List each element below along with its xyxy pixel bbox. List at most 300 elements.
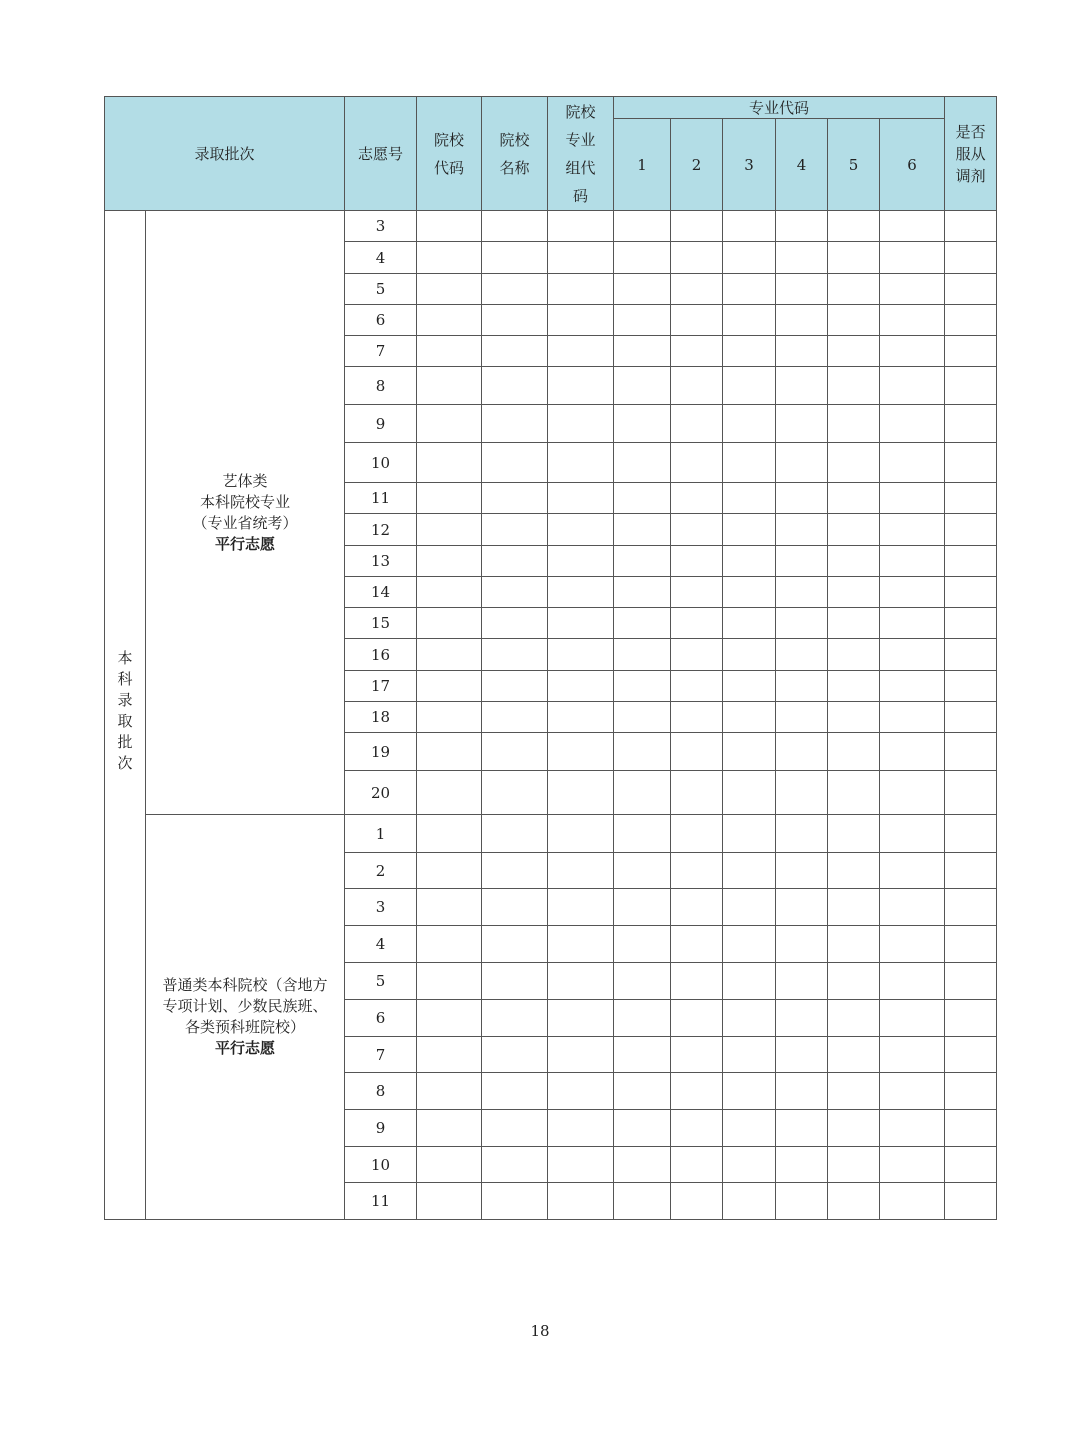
entry-cell[interactable] [723,1037,776,1073]
entry-cell[interactable] [945,405,997,443]
entry-cell[interactable] [880,514,945,546]
entry-cell[interactable] [880,733,945,771]
entry-cell[interactable] [828,702,880,733]
entry-cell[interactable] [671,483,723,514]
entry-cell[interactable] [548,853,614,889]
entry-cell[interactable] [828,963,880,1000]
choice-number: 6 [345,1000,417,1037]
entry-cell[interactable] [945,733,997,771]
entry-cell[interactable] [548,546,614,577]
entry-cell[interactable] [945,963,997,1000]
entry-cell[interactable] [548,671,614,702]
entry-cell[interactable] [548,305,614,336]
entry-cell[interactable] [776,305,828,336]
entry-cell[interactable] [723,733,776,771]
entry-cell[interactable] [614,1183,671,1220]
entry-cell[interactable] [880,577,945,608]
entry-cell[interactable] [828,405,880,443]
header-major-5: 5 [828,119,880,211]
entry-cell[interactable] [828,733,880,771]
entry-cell[interactable] [945,1110,997,1147]
entry-cell[interactable] [614,815,671,853]
entry-cell[interactable] [417,211,482,242]
entry-cell[interactable] [614,577,671,608]
entry-cell[interactable] [776,733,828,771]
entry-cell[interactable] [417,639,482,671]
entry-cell[interactable] [548,242,614,274]
entry-cell[interactable] [723,443,776,483]
entry-cell[interactable] [945,1000,997,1037]
entry-cell[interactable] [548,577,614,608]
entry-cell[interactable] [723,1110,776,1147]
entry-cell[interactable] [671,853,723,889]
entry-cell[interactable] [671,242,723,274]
entry-cell[interactable] [945,367,997,405]
entry-cell[interactable] [614,274,671,305]
entry-cell[interactable] [482,577,548,608]
entry-cell[interactable] [723,305,776,336]
entry-cell[interactable] [723,1183,776,1220]
entry-cell[interactable] [671,815,723,853]
entry-cell[interactable] [482,771,548,815]
entry-cell[interactable] [828,211,880,242]
entry-cell[interactable] [671,926,723,963]
entry-cell[interactable] [776,1183,828,1220]
entry-cell[interactable] [776,242,828,274]
entry-cell[interactable] [482,926,548,963]
entry-cell[interactable] [828,1110,880,1147]
entry-cell[interactable] [945,546,997,577]
entry-cell[interactable] [417,1183,482,1220]
entry-cell[interactable] [671,608,723,639]
entry-cell[interactable] [417,926,482,963]
entry-cell[interactable] [723,889,776,926]
entry-cell[interactable] [417,771,482,815]
entry-cell[interactable] [482,1037,548,1073]
entry-cell[interactable] [482,211,548,242]
entry-cell[interactable] [671,1183,723,1220]
entry-cell[interactable] [548,1183,614,1220]
entry-cell[interactable] [548,815,614,853]
entry-cell[interactable] [548,274,614,305]
entry-cell[interactable] [828,577,880,608]
entry-cell[interactable] [417,483,482,514]
entry-cell[interactable] [548,1073,614,1110]
entry-cell[interactable] [880,671,945,702]
entry-cell[interactable] [828,514,880,546]
entry-cell[interactable] [417,1147,482,1183]
entry-cell[interactable] [548,608,614,639]
entry-cell[interactable] [671,274,723,305]
entry-cell[interactable] [671,211,723,242]
entry-cell[interactable] [671,639,723,671]
entry-cell[interactable] [482,367,548,405]
entry-cell[interactable] [723,274,776,305]
entry-cell[interactable] [548,771,614,815]
entry-cell[interactable] [828,1000,880,1037]
entry-cell[interactable] [945,305,997,336]
entry-cell[interactable] [482,733,548,771]
entry-cell[interactable] [417,305,482,336]
entry-cell[interactable] [614,1147,671,1183]
entry-cell[interactable] [614,1000,671,1037]
entry-cell[interactable] [548,733,614,771]
entry-cell[interactable] [776,1073,828,1110]
entry-cell[interactable] [880,639,945,671]
entry-cell[interactable] [828,483,880,514]
entry-cell[interactable] [614,483,671,514]
entry-cell[interactable] [776,367,828,405]
entry-cell[interactable] [417,671,482,702]
entry-cell[interactable] [482,1147,548,1183]
entry-cell[interactable] [723,367,776,405]
entry-cell[interactable] [614,336,671,367]
entry-cell[interactable] [945,1147,997,1183]
entry-cell[interactable] [723,514,776,546]
entry-cell[interactable] [614,1110,671,1147]
entry-cell[interactable] [482,963,548,1000]
entry-cell[interactable] [417,815,482,853]
entry-cell[interactable] [671,771,723,815]
entry-cell[interactable] [945,274,997,305]
entry-cell[interactable] [417,1037,482,1073]
entry-cell[interactable] [880,546,945,577]
entry-cell[interactable] [417,1073,482,1110]
entry-cell[interactable] [880,305,945,336]
entry-cell[interactable] [828,889,880,926]
entry-cell[interactable] [548,963,614,1000]
entry-cell[interactable] [548,1037,614,1073]
entry-cell[interactable] [671,963,723,1000]
choice-number: 4 [345,242,417,274]
group-label-line: 专项计划、少数民族班、 [162,997,328,1015]
entry-cell[interactable] [880,608,945,639]
entry-cell[interactable] [945,336,997,367]
entry-cell[interactable] [548,514,614,546]
entry-cell[interactable] [671,546,723,577]
entry-cell[interactable] [482,443,548,483]
entry-cell[interactable] [945,639,997,671]
entry-cell[interactable] [828,771,880,815]
entry-cell[interactable] [482,889,548,926]
entry-cell[interactable] [614,733,671,771]
entry-cell[interactable] [417,443,482,483]
entry-cell[interactable] [880,1000,945,1037]
entry-cell[interactable] [417,336,482,367]
entry-cell[interactable] [945,608,997,639]
entry-cell[interactable] [482,1000,548,1037]
entry-cell[interactable] [482,483,548,514]
entry-cell[interactable] [417,1000,482,1037]
entry-cell[interactable] [548,639,614,671]
entry-cell[interactable] [548,889,614,926]
entry-cell[interactable] [482,671,548,702]
entry-cell[interactable] [945,1183,997,1220]
entry-cell[interactable] [945,211,997,242]
entry-cell[interactable] [945,443,997,483]
entry-cell[interactable] [671,1000,723,1037]
entry-cell[interactable] [417,1110,482,1147]
entry-cell[interactable] [671,1037,723,1073]
entry-cell[interactable] [723,405,776,443]
entry-cell[interactable] [828,242,880,274]
entry-cell[interactable] [776,963,828,1000]
entry-cell[interactable] [614,1073,671,1110]
entry-cell[interactable] [880,274,945,305]
entry-cell[interactable] [417,608,482,639]
entry-cell[interactable] [828,671,880,702]
entry-cell[interactable] [776,483,828,514]
entry-cell[interactable] [417,577,482,608]
entry-cell[interactable] [723,483,776,514]
entry-cell[interactable] [723,211,776,242]
entry-cell[interactable] [880,211,945,242]
entry-cell[interactable] [880,1037,945,1073]
entry-cell[interactable] [776,336,828,367]
entry-cell[interactable] [828,608,880,639]
entry-cell[interactable] [614,546,671,577]
entry-cell[interactable] [548,702,614,733]
entry-cell[interactable] [548,211,614,242]
entry-cell[interactable] [614,443,671,483]
entry-cell[interactable] [776,1147,828,1183]
entry-cell[interactable] [880,889,945,926]
entry-cell[interactable] [671,1147,723,1183]
entry-cell[interactable] [945,702,997,733]
entry-cell[interactable] [945,1037,997,1073]
entry-cell[interactable] [828,546,880,577]
entry-cell[interactable] [945,889,997,926]
choice-number: 2 [345,853,417,889]
entry-cell[interactable] [417,405,482,443]
entry-cell[interactable] [482,815,548,853]
entry-cell[interactable] [776,771,828,815]
entry-cell[interactable] [671,733,723,771]
entry-cell[interactable] [828,1183,880,1220]
entry-cell[interactable] [828,336,880,367]
entry-cell[interactable] [482,336,548,367]
entry-cell[interactable] [671,1073,723,1110]
entry-cell[interactable] [945,577,997,608]
entry-cell[interactable] [614,242,671,274]
entry-cell[interactable] [776,1110,828,1147]
entry-cell[interactable] [614,853,671,889]
entry-cell[interactable] [723,771,776,815]
entry-cell[interactable] [776,639,828,671]
entry-cell[interactable] [723,926,776,963]
entry-cell[interactable] [548,926,614,963]
entry-cell[interactable] [417,702,482,733]
entry-cell[interactable] [482,242,548,274]
entry-cell[interactable] [614,671,671,702]
entry-cell[interactable] [417,889,482,926]
entry-cell[interactable] [828,1073,880,1110]
entry-cell[interactable] [945,242,997,274]
entry-cell[interactable] [828,274,880,305]
entry-cell[interactable] [945,514,997,546]
entry-cell[interactable] [548,1147,614,1183]
entry-cell[interactable] [828,926,880,963]
entry-cell[interactable] [417,546,482,577]
group-label-line: 本科院校专业 [200,492,291,511]
entry-cell[interactable] [671,443,723,483]
entry-cell[interactable] [614,702,671,733]
entry-cell[interactable] [482,514,548,546]
entry-cell[interactable] [880,963,945,1000]
header-major-1: 1 [614,119,671,211]
entry-cell[interactable] [723,1073,776,1110]
entry-cell[interactable] [776,405,828,443]
choice-number: 1 [345,815,417,853]
entry-cell[interactable] [828,305,880,336]
entry-cell[interactable] [880,1073,945,1110]
entry-cell[interactable] [723,1000,776,1037]
entry-cell[interactable] [776,702,828,733]
entry-cell[interactable] [776,853,828,889]
entry-cell[interactable] [776,608,828,639]
entry-cell[interactable] [880,853,945,889]
entry-cell[interactable] [828,853,880,889]
entry-cell[interactable] [723,671,776,702]
entry-cell[interactable] [880,1147,945,1183]
entry-cell[interactable] [723,242,776,274]
entry-cell[interactable] [723,577,776,608]
entry-cell[interactable] [945,483,997,514]
entry-cell[interactable] [671,889,723,926]
entry-cell[interactable] [776,1000,828,1037]
entry-cell[interactable] [614,926,671,963]
entry-cell[interactable] [482,546,548,577]
entry-cell[interactable] [945,815,997,853]
entry-cell[interactable] [945,926,997,963]
entry-cell[interactable] [548,405,614,443]
entry-cell[interactable] [880,367,945,405]
entry-cell[interactable] [880,771,945,815]
entry-cell[interactable] [723,546,776,577]
entry-cell[interactable] [776,926,828,963]
entry-cell[interactable] [828,815,880,853]
entry-cell[interactable] [776,514,828,546]
entry-cell[interactable] [776,577,828,608]
entry-cell[interactable] [828,443,880,483]
entry-cell[interactable] [417,963,482,1000]
entry-cell[interactable] [548,443,614,483]
entry-cell[interactable] [671,336,723,367]
entry-cell[interactable] [671,671,723,702]
entry-cell[interactable] [417,242,482,274]
entry-cell[interactable] [482,702,548,733]
entry-cell[interactable] [548,367,614,405]
entry-cell[interactable] [776,671,828,702]
entry-cell[interactable] [723,1147,776,1183]
entry-cell[interactable] [417,853,482,889]
entry-cell[interactable] [723,336,776,367]
entry-cell[interactable] [776,443,828,483]
entry-cell[interactable] [880,443,945,483]
entry-cell[interactable] [671,367,723,405]
entry-cell[interactable] [614,889,671,926]
entry-cell[interactable] [776,274,828,305]
entry-cell[interactable] [548,336,614,367]
entry-cell[interactable] [880,926,945,963]
entry-cell[interactable] [945,671,997,702]
entry-cell[interactable] [671,514,723,546]
entry-cell[interactable] [723,639,776,671]
entry-cell[interactable] [548,483,614,514]
entry-cell[interactable] [880,336,945,367]
entry-cell[interactable] [723,963,776,1000]
entry-cell[interactable] [828,367,880,405]
entry-cell[interactable] [828,639,880,671]
entry-cell[interactable] [482,1073,548,1110]
entry-cell[interactable] [482,639,548,671]
entry-cell[interactable] [945,1073,997,1110]
entry-cell[interactable] [614,367,671,405]
entry-cell[interactable] [671,1110,723,1147]
entry-cell[interactable] [776,815,828,853]
entry-cell[interactable] [945,771,997,815]
entry-cell[interactable] [880,1110,945,1147]
entry-cell[interactable] [614,1037,671,1073]
entry-cell[interactable] [776,1037,828,1073]
entry-cell[interactable] [828,1037,880,1073]
entry-cell[interactable] [880,702,945,733]
entry-cell[interactable] [417,514,482,546]
entry-cell[interactable] [614,639,671,671]
entry-cell[interactable] [776,546,828,577]
entry-cell[interactable] [776,889,828,926]
entry-cell[interactable] [723,702,776,733]
entry-cell[interactable] [945,853,997,889]
entry-cell[interactable] [482,1183,548,1220]
entry-cell[interactable] [880,1183,945,1220]
entry-cell[interactable] [548,1110,614,1147]
entry-cell[interactable] [614,771,671,815]
entry-cell[interactable] [880,815,945,853]
entry-cell[interactable] [614,514,671,546]
entry-cell[interactable] [671,702,723,733]
entry-cell[interactable] [671,405,723,443]
entry-cell[interactable] [417,733,482,771]
entry-cell[interactable] [723,815,776,853]
choice-number: 11 [345,1183,417,1220]
entry-cell[interactable] [880,242,945,274]
entry-cell[interactable] [723,853,776,889]
entry-cell[interactable] [614,305,671,336]
entry-cell[interactable] [482,405,548,443]
entry-cell[interactable] [417,274,482,305]
entry-cell[interactable] [482,608,548,639]
entry-cell[interactable] [614,405,671,443]
entry-cell[interactable] [614,608,671,639]
entry-cell[interactable] [614,211,671,242]
entry-cell[interactable] [482,305,548,336]
entry-cell[interactable] [880,405,945,443]
entry-cell[interactable] [482,1110,548,1147]
entry-cell[interactable] [482,853,548,889]
entry-cell[interactable] [614,963,671,1000]
entry-cell[interactable] [880,483,945,514]
entry-cell[interactable] [828,1147,880,1183]
entry-cell[interactable] [417,367,482,405]
header-major-codes: 专业代码 [614,97,945,119]
entry-cell[interactable] [548,1000,614,1037]
entry-cell[interactable] [776,211,828,242]
entry-cell[interactable] [723,608,776,639]
entry-cell[interactable] [671,577,723,608]
entry-cell[interactable] [671,305,723,336]
entry-cell[interactable] [482,274,548,305]
